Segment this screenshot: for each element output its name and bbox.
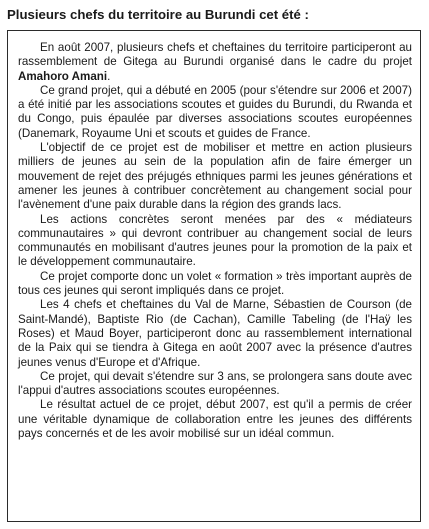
paragraph-intro-end: . bbox=[107, 69, 111, 83]
article-title: Plusieurs chefs du territoire au Burundi cet été : bbox=[7, 7, 309, 22]
paragraph-training: Ce projet comporte donc un volet « formation » très important auprès de tous ces jeunes qui seront impliqués dans ce projet. bbox=[18, 269, 412, 298]
paragraph-intro bbox=[18, 41, 412, 84]
paragraph-duration: Ce projet, qui devait s'étendre sur 3 ans, se prolongera sans doute avec l'appui d'autres associations scoutes européennes. bbox=[18, 369, 412, 398]
paragraph-intro-text: En août 2007, plusieurs chefs et cheftaines du territoire participeront au rassemblement de Gitega au Burundi organisé dans le cadre du projet bbox=[18, 41, 412, 69]
project-name: Amahoro Amani bbox=[18, 69, 108, 83]
paragraph-project-origin: Ce grand projet, qui a débuté en 2005 (pour s'étendre sur 2006 et 2007) a été initié par les associations scoutes et guides du Burundi, du Rwanda et du Congo, puis épaulée par diverses associations scoutes européennes (Danemark, Royaume Uni et scouts et guides de France. bbox=[18, 83, 412, 140]
paragraph-participants: Les 4 chefs et cheftaines du Val de Marne, Sébastien de Courson (de Saint-Mandé), Baptiste Rio (de Cachan), Camille Tabeling (de l'Haÿ les Roses) et Maud Boyer, participeront donc au rassemblement international de la Paix qui se tiendra à Gitega en août 2007 avec la présence d'autres jeunes venus d'Europe et d'Afrique. bbox=[18, 298, 412, 369]
article-box bbox=[7, 30, 421, 522]
paragraph-objective: L'objectif de ce projet est de mobiliser et mettre en action plusieurs milliers de jeunes au sein de la population afin de faire émerger un mouvement de rejet des préjugés ethniques parmi les jeunes générations et amener les jeunes à contribuer concrètement au changement social pour l'avènement d'une paix durable dans la région des grands lacs. bbox=[18, 141, 412, 212]
paragraph-result: Le résultat actuel de ce projet, début 2007, est qu'il a permis de créer une véritable dynamique de collaboration entre les jeunes des différents pays concernés et de les avoir mobilisé sur un idéal commun. bbox=[18, 398, 412, 441]
paragraph-actions: Les actions concrètes seront menées par des « médiateurs communautaires » qui devront contribuer au changement social de leurs communautés en mobilisant d'autres jeunes pour la promotion de la paix et le développement communautaire. bbox=[18, 212, 412, 269]
